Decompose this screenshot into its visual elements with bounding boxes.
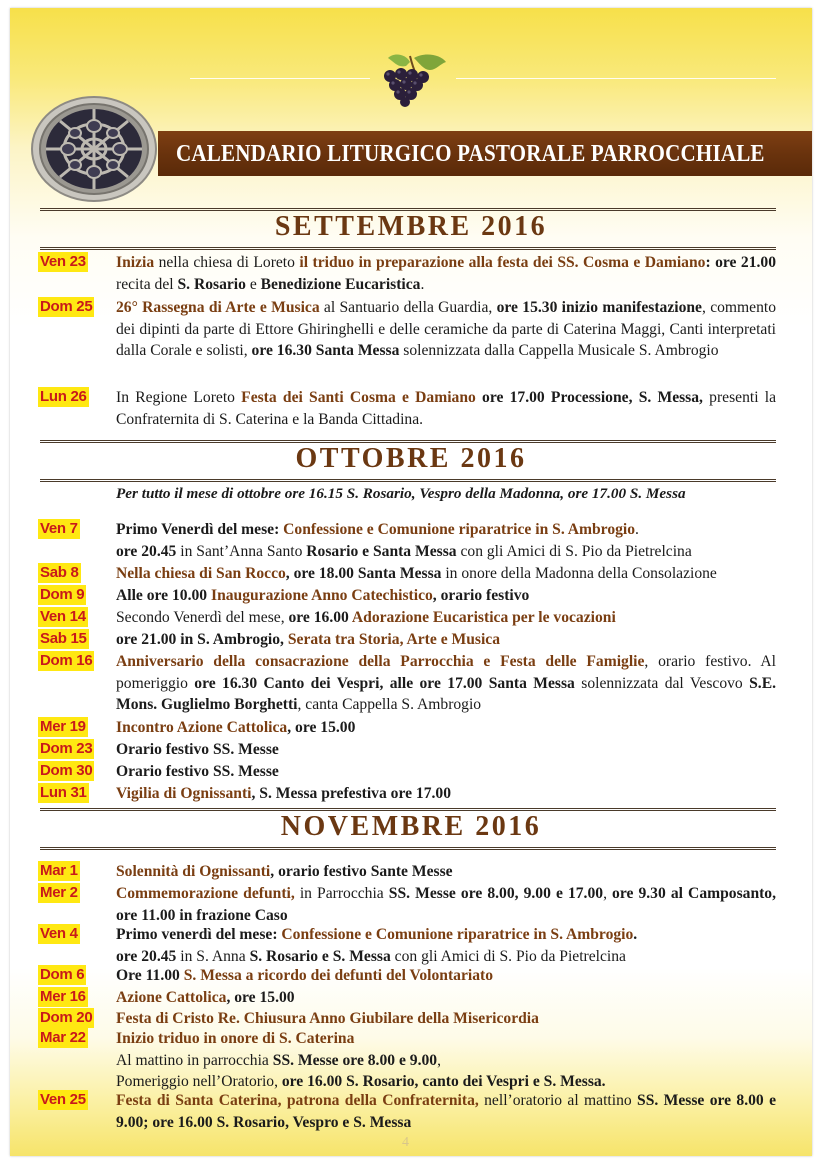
- entry-text-segment: Azione Cattolica: [116, 989, 227, 1006]
- entry-text-segment: ore 16.00: [288, 609, 352, 626]
- page-title-banner: [158, 131, 812, 176]
- entry-day-badge: Ven 4: [40, 925, 78, 942]
- entry-text-segment: 26° Rassegna di Arte e Musica: [116, 299, 320, 316]
- entry-description: [116, 965, 776, 987]
- entry-text-segment: ore 16.30 Santa Messa: [251, 342, 400, 359]
- entry-text-segment: .: [420, 275, 425, 293]
- entry-text-segment: Alle ore 10.00: [116, 587, 211, 604]
- entry-text-segment: S.E. Mons. Guglielmo Borghetti: [116, 674, 776, 713]
- entry-description: [116, 629, 776, 651]
- entry-text-segment: Orario festivo SS. Messe: [116, 741, 279, 758]
- novembre-rule-bottom: [40, 847, 776, 850]
- ottobre-title: OTTOBRE 2016: [295, 443, 527, 474]
- entry-description: [116, 717, 776, 739]
- entry-day-badge: Ven 25: [40, 1091, 86, 1108]
- entry-day-badge: Dom 25: [40, 298, 93, 315]
- entry-text-segment: il triduo in preparazione alla festa dei SS. Cosma e Damiano: [299, 254, 706, 271]
- entry-text-segment: ore 9.30 al Camposanto, ore 11.00 in frazione Caso: [116, 885, 777, 924]
- entry-day-badge: Mer 16: [40, 988, 86, 1005]
- entry-text-segment: Ore 11.00: [116, 967, 184, 984]
- entry-day-badge: Ven 14: [40, 608, 86, 625]
- entry-text-segment: ore 20.45: [116, 542, 177, 560]
- top-rule-left: [190, 78, 370, 79]
- entry-text-segment: con gli Amici di S. Pio da Pietrelcina: [390, 947, 626, 965]
- entry-text-segment: In Regione Loreto: [116, 389, 242, 406]
- settembre-title: SETTEMBRE 2016: [274, 211, 548, 242]
- entry-text-segment: nell’oratorio al mattino: [478, 1092, 638, 1109]
- entry-text-segment: e: [245, 275, 261, 293]
- entry-day-badge: Sab 8: [40, 564, 79, 581]
- entry-text-segment: ore 16.00 S. Rosario, canto dei Vespri e S. Messa.: [281, 1073, 606, 1090]
- entry-text-segment: S. Messa a ricordo dei defunti del Volontariato: [183, 967, 493, 984]
- entry-text-segment: in onore della Madonna della Consolazione: [441, 565, 717, 582]
- entry-text-segment: al Santuario della Guardia,: [319, 299, 497, 316]
- entry-text-segment: solennizzata dalla Cappella Musicale S. Ambrogio: [399, 342, 719, 359]
- entry-text-segment: , S. Messa prefestiva ore 17.00: [251, 785, 451, 802]
- grapes-icon: [370, 52, 450, 108]
- entry-text-segment: ore 15.30 inizio manifestazione: [496, 299, 702, 316]
- entry-day-badge: Dom 9: [40, 586, 85, 603]
- page-number: 4: [402, 1135, 409, 1150]
- entry-text-segment: Benedizione Eucaristica: [260, 275, 421, 293]
- entry-description: [116, 761, 776, 783]
- entry-day-badge: Ven 7: [40, 520, 78, 537]
- entry-text-segment: in S. Anna: [176, 947, 250, 965]
- entry-description: [116, 519, 776, 562]
- entry-text-segment: Primo venerdì del mese:: [116, 926, 282, 943]
- entry-day-badge: Dom 20: [40, 1009, 93, 1026]
- entry-text-segment: Vigilia di Ognissanti: [116, 785, 252, 802]
- ottobre-note: Per tutto il mese di ottobre ore 16.15 S. Rosario, Vespro della Madonna, ore 17.00 S. Messa: [116, 485, 686, 502]
- entry-text-segment: solennizzata dal Vescovo: [574, 674, 750, 692]
- entry-day-badge: Mer 19: [40, 718, 86, 735]
- entry-text-segment: Secondo Venerdì del mese,: [116, 609, 289, 626]
- entry-text-segment: Adorazione Eucaristica per le vocazioni: [351, 609, 616, 626]
- entry-text-segment: SS. Messe ore 8.00, 9.00 e 17.00: [388, 885, 604, 902]
- entry-day-badge: Mar 22: [40, 1029, 86, 1046]
- rose-window-icon: [30, 95, 160, 203]
- entry-text-segment: Incontro Azione Cattolica: [116, 719, 288, 736]
- entry-day-badge: Mer 2: [40, 884, 78, 901]
- entry-description: [116, 987, 776, 1009]
- entry-text-segment: Festa dei Santi Cosma e Damiano: [241, 389, 476, 406]
- entry-text-segment: in Sant’Anna Santo: [176, 542, 307, 560]
- entry-text-segment: Al mattino in parrocchia: [116, 1051, 273, 1069]
- entry-day-badge: Dom 23: [40, 740, 93, 757]
- entry-text-segment: , orario festivo: [432, 587, 530, 604]
- entry-text-segment: Inaugurazione Anno Catechistico: [211, 587, 433, 604]
- entry-text-segment: S. Rosario: [177, 275, 246, 293]
- entry-description: [116, 651, 776, 716]
- settembre-rule-bottom: [40, 247, 776, 250]
- entry-text-segment: .: [635, 521, 639, 538]
- entry-text-segment: Festa di Santa Caterina, patrona della Confraternita,: [116, 1092, 479, 1109]
- page-title: CALENDARIO LITURGICO PASTORALE PARROCCHIALE: [176, 140, 765, 167]
- entry-text-segment: : ore 21.00: [705, 254, 777, 271]
- top-rule-right: [456, 78, 776, 79]
- entry-description: [116, 607, 776, 629]
- entry-text-segment: Serata tra Storia, Arte e Musica: [287, 631, 501, 648]
- entry-description: [116, 883, 776, 926]
- entry-text-segment: con gli Amici di S. Pio da Pietrelcina: [456, 542, 692, 560]
- entry-text-segment: Pomeriggio nell’Oratorio,: [116, 1073, 282, 1090]
- entry-text-segment: Rosario e Santa Messa: [306, 542, 457, 560]
- entry-description: [116, 1008, 776, 1030]
- entry-text-segment: Inizia: [116, 254, 155, 271]
- entry-description: [116, 563, 776, 585]
- entry-description: [116, 252, 776, 295]
- entry-text-segment: Anniversario della consacrazione della Parrocchia e Festa delle Famiglie: [116, 653, 645, 670]
- entry-description: [116, 924, 776, 967]
- entry-day-badge: Dom 30: [40, 762, 93, 779]
- entry-day-badge: Mar 1: [40, 862, 78, 879]
- entry-text-segment: ,: [437, 1051, 441, 1069]
- entry-text-segment: , orario festivo Sante Messe: [270, 863, 453, 880]
- entry-text-segment: ,: [603, 885, 613, 902]
- entry-text-segment: Primo Venerdì del mese:: [116, 521, 284, 538]
- entry-text-segment: S. Rosario e S. Messa: [249, 947, 391, 965]
- novembre-title: NOVEMBRE 2016: [280, 811, 542, 842]
- ottobre-rule-bottom: [40, 479, 776, 482]
- entry-text-segment: , ore 15.00: [226, 989, 295, 1006]
- entry-day-badge: Dom 16: [40, 652, 93, 669]
- entry-day-badge: Dom 6: [40, 966, 85, 983]
- entry-text-segment: Confessione e Comunione riparatrice in S. Ambrogio: [283, 521, 636, 538]
- entry-description: [116, 585, 776, 607]
- entry-text-segment: ore 21.00 in S. Ambrogio,: [116, 631, 288, 648]
- entry-text-segment: Inizio triduo in onore di S. Caterina: [116, 1030, 355, 1047]
- entry-text-segment: , ore 18.00 Santa Messa: [285, 565, 442, 582]
- entry-text-segment: Festa di Cristo Re. Chiusura Anno Giubilare della Misericordia: [116, 1010, 539, 1027]
- entry-text-segment: , canta Cappella S. Ambrogio: [297, 696, 482, 713]
- entry-text-segment: .: [633, 926, 638, 943]
- entry-text-segment: SS. Messe ore 8.00 e 9.00: [272, 1051, 438, 1069]
- entry-text-segment: ore 20.45: [116, 947, 177, 965]
- entry-text-segment: nella chiesa di Loreto: [154, 254, 300, 271]
- entry-text-segment: , orario festivo. Al pomeriggio: [116, 653, 776, 692]
- entry-text-segment: Nella chiesa di San Rocco: [116, 565, 286, 582]
- entry-text-segment: , ore 15.00: [287, 719, 356, 736]
- entry-text-segment: recita del: [116, 275, 178, 293]
- entry-day-badge: Ven 23: [40, 253, 86, 270]
- entry-description: [116, 387, 776, 430]
- entry-text-segment: in Parrocchia: [294, 885, 389, 902]
- entry-text-segment: , commento dei dipinti da parte di Ettore Ghiringhelli e delle ceramiche da parte di Caterina Maggi, Canti interpretati dalla Corale e solisti,: [116, 299, 777, 359]
- entry-description: [116, 739, 776, 761]
- calendar-page: [10, 8, 812, 1156]
- entry-description: [116, 783, 776, 805]
- entry-description: [116, 1028, 776, 1093]
- entry-description: [116, 1090, 776, 1133]
- entry-text-segment: Confessione e Comunione riparatrice in S. Ambrogio: [281, 926, 634, 943]
- entry-day-badge: Sab 15: [40, 630, 87, 647]
- entry-text-segment: Commemorazione defunti,: [116, 885, 295, 902]
- entry-description: [116, 861, 776, 883]
- entry-day-badge: Lun 26: [40, 388, 87, 405]
- entry-day-badge: Lun 31: [40, 784, 87, 801]
- entry-text-segment: ore 16.30 Canto dei Vespri, alle ore 17.00 Santa Messa: [194, 674, 575, 692]
- entry-text-segment: Solennità di Ognissanti: [116, 863, 271, 880]
- entry-text-segment: ore 17.00 Processione, S. Messa,: [475, 389, 703, 406]
- entry-description: [116, 297, 776, 362]
- entry-text-segment: Orario festivo SS. Messe: [116, 763, 279, 780]
- entry-text-segment: SS. Messe ore 8.00 e 9.00; ore 16.00 S. Rosario, Vespro e S. Messa: [116, 1092, 776, 1131]
- entry-text-segment: presenti la Confraternita di S. Caterina e la Banda Cittadina.: [116, 389, 776, 428]
